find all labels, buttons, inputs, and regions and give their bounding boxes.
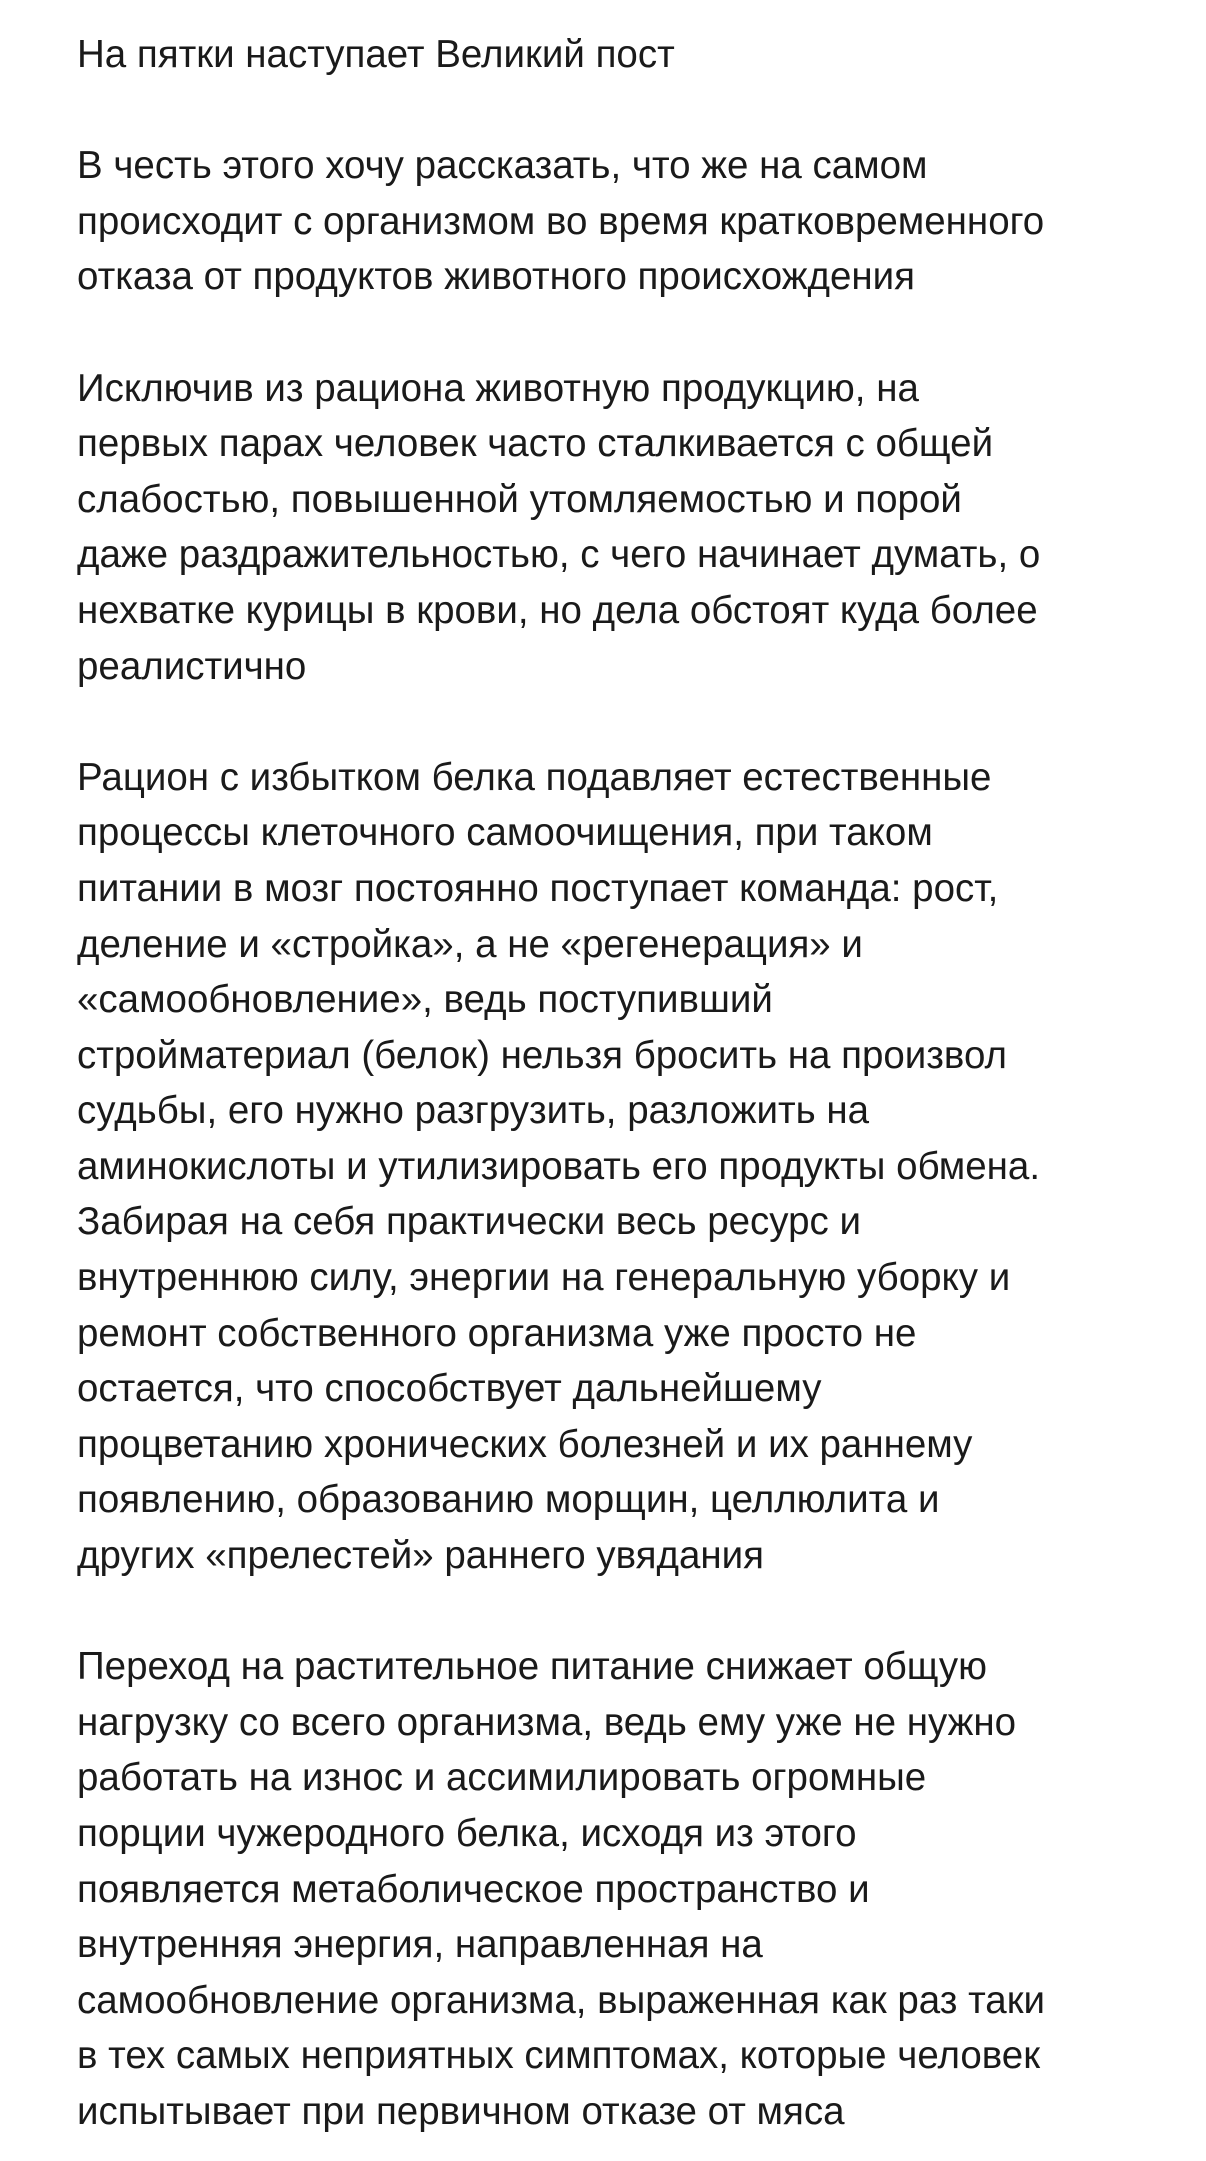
text-line: первых парах человек часто сталкивается с общей — [77, 422, 994, 466]
text-line: стройматериал (белок) нельзя бросить на произвол — [77, 1033, 1007, 1077]
paragraph-4 — [77, 1639, 1197, 2139]
paragraph-3 — [77, 750, 1197, 1584]
paragraph-1 — [77, 138, 1197, 305]
text-line: «самообновление», ведь поступивший — [77, 978, 773, 1022]
paragraph-gap — [77, 694, 1197, 750]
text-line: появляется метаболическое пространство и — [77, 1867, 870, 1911]
text-line: в тех самых неприятных симптомах, которые человек — [77, 2034, 1041, 2078]
text-line: нехватке курицы в крови, но дела обстоят куда более — [77, 588, 1038, 632]
text-line: появлению, образованию морщин, целлюлита и — [77, 1478, 940, 1522]
paragraph-gap — [77, 1584, 1197, 1640]
paragraph-gap — [77, 83, 1197, 139]
text-line: отказа от продуктов животного происхождения — [77, 255, 916, 299]
text-line: судьбы, его нужно разгрузить, разложить на — [77, 1089, 870, 1133]
text-line: реалистично — [77, 644, 307, 688]
text-line: работать на износ и ассимилировать огромные — [77, 1756, 927, 1800]
text-line: деление и «стройка», а не «регенерация» и — [77, 922, 863, 966]
text-line: Переход на растительное питание снижает общую — [77, 1645, 988, 1689]
text-line: испытывает при первичном отказе от мяса — [77, 2089, 845, 2133]
text-line: питании в мозг постоянно поступает команда: рост, — [77, 866, 999, 910]
text-line: аминокислоты и утилизировать его продукты обмена. — [77, 1144, 1041, 1188]
text-line: процессы клеточного самоочищения, при таком — [77, 811, 933, 855]
text-line: В честь этого хочу рассказать, что же на самом — [77, 144, 928, 188]
text-line: внутренняя энергия, направленная на — [77, 1923, 763, 1967]
text-line: самообновление организма, выраженная как раз таки — [77, 1978, 1046, 2022]
paragraph-2 — [77, 361, 1197, 695]
text-line: ремонт собственного организма уже просто не — [77, 1311, 917, 1355]
text-line: нагрузку со всего организма, ведь ему уже не нужно — [77, 1700, 1017, 1744]
text-line: остается, что способствует дальнейшему — [77, 1367, 822, 1411]
text-line: процветанию хронических болезней и их раннему — [77, 1422, 973, 1466]
text-line: внутреннюю силу, энергии на генеральную уборку и — [77, 1256, 1011, 1300]
text-line: происходит с организмом во время кратковременного — [77, 199, 1045, 243]
text-line: даже раздражительностью, с чего начинает думать, о — [77, 533, 1041, 577]
post-title: На пятки наступает Великий пост — [77, 33, 675, 76]
text-line: других «прелестей» раннего увядания — [77, 1534, 765, 1578]
text-line: Рацион с избытком белка подавляет естественные — [77, 755, 992, 799]
text-line: Забирая на себя практически весь ресурс и — [77, 1200, 861, 1244]
text-line: порции чужеродного белка, исходя из этого — [77, 1812, 857, 1855]
text-line: слабостью, повышенной утомляемостью и порой — [77, 477, 962, 521]
post-body — [77, 27, 1197, 2140]
paragraph-gap — [77, 305, 1197, 361]
text-line: Исключив из рациона животную продукцию, на — [77, 366, 919, 410]
